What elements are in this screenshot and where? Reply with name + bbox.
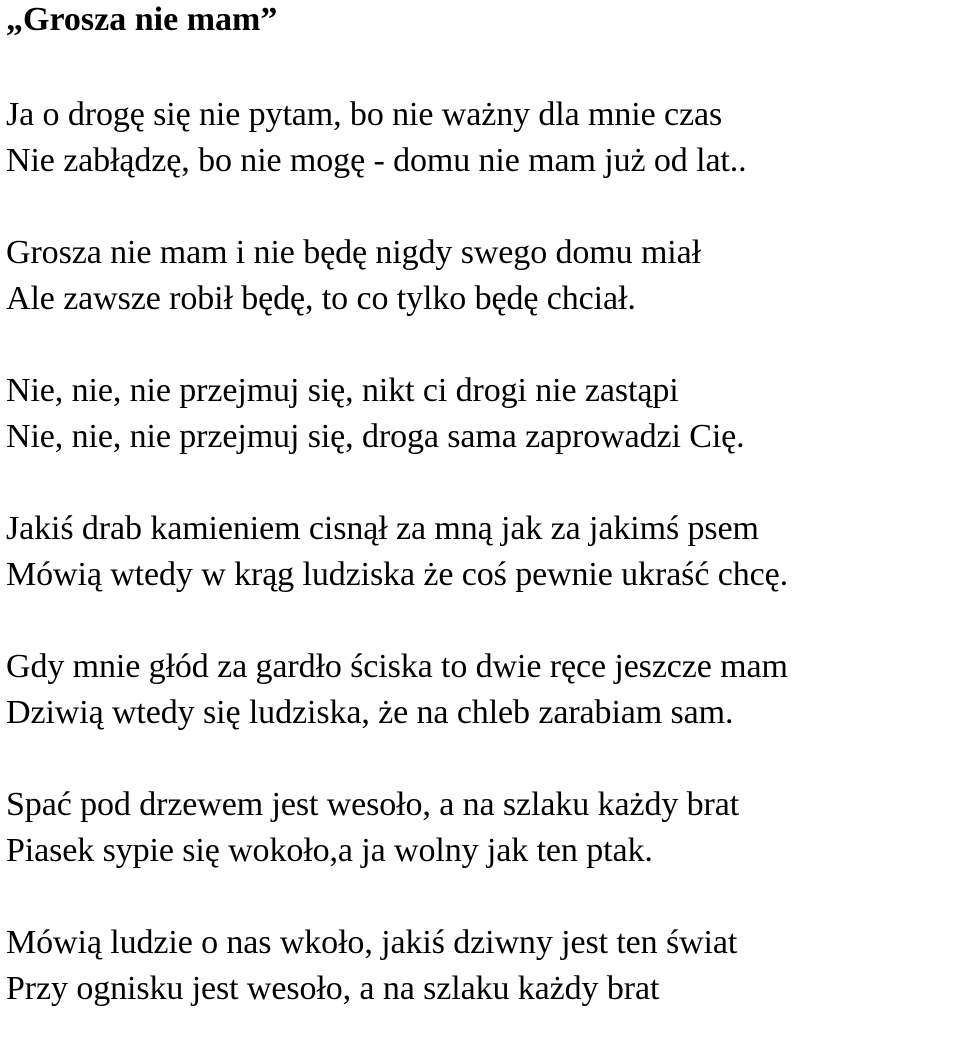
stanza-line: Spać pod drzewem jest wesoło, a na szlaku każdy brat	[6, 786, 740, 823]
poem-title: „Grosza nie mam”	[6, 1, 278, 38]
stanza-line: Jakiś drab kamieniem cisnął za mną jak za jakimś psem	[6, 510, 759, 547]
stanza-5	[6, 644, 956, 736]
stanza-line: Mówią ludzie o nas wkoło, jakiś dziwny jest ten świat	[6, 924, 738, 961]
stanza-2	[6, 230, 956, 322]
stanza-7	[6, 920, 956, 1012]
stanza-4	[6, 506, 956, 598]
stanza-line: Grosza nie mam i nie będę nigdy swego domu miał	[6, 234, 701, 271]
stanza-line: Dziwią wtedy się ludziska, że na chleb zarabiam sam.	[6, 694, 734, 731]
stanza-line: Ale zawsze robił będę, to co tylko będę chciał.	[6, 280, 636, 317]
stanza-line: Gdy mnie głód za gardło ściska to dwie ręce jeszcze mam	[6, 648, 788, 685]
stanza-line: Nie, nie, nie przejmuj się, nikt ci drogi nie zastąpi	[6, 372, 679, 409]
stanza-6	[6, 782, 956, 874]
stanza-line: Przy ognisku jest wesoło, a na szlaku każdy brat	[6, 970, 660, 1007]
stanza-line: Ja o drogę się nie pytam, bo nie ważny dla mnie czas	[6, 96, 723, 133]
stanza-line: Nie zabłądzę, bo nie mogę - domu nie mam już od lat..	[6, 142, 747, 179]
stanza-1	[6, 92, 956, 184]
stanza-line: Nie, nie, nie przejmuj się, droga sama zaprowadzi Cię.	[6, 418, 745, 455]
stanza-line: Piasek sypie się wokoło,a ja wolny jak ten ptak.	[6, 832, 653, 869]
stanza-line: Mówią wtedy w krąg ludziska że coś pewnie ukraść chcę.	[6, 556, 788, 593]
stanza-3	[6, 368, 956, 460]
poem-document	[6, 0, 956, 1007]
poem-body	[6, 92, 956, 1058]
